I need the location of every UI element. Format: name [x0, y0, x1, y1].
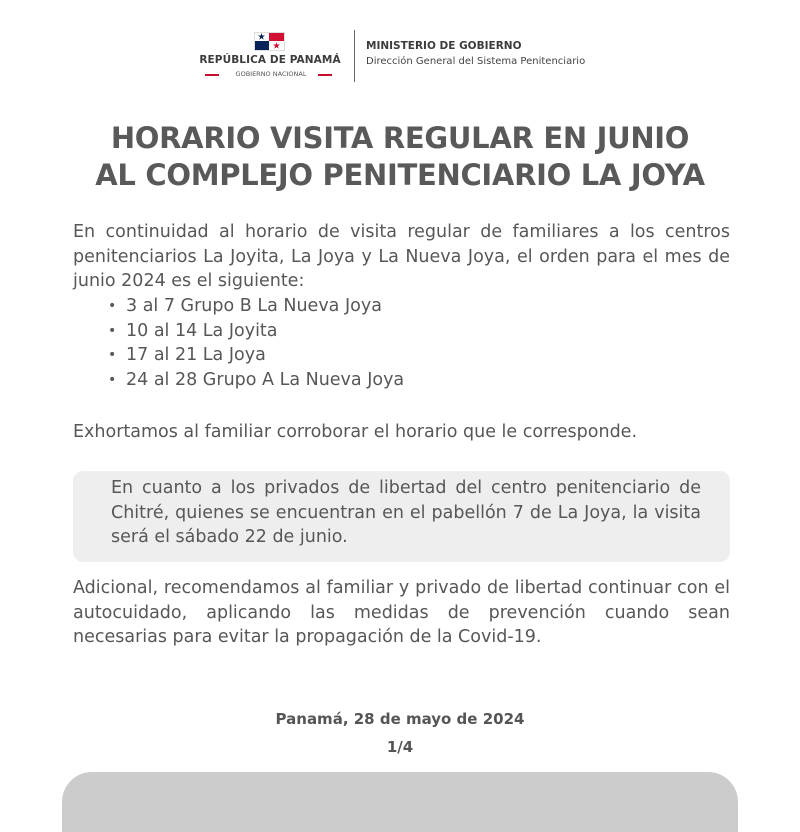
intro-paragraph: En continuidad al horario de visita regular de familiares a los centros penitenciarios La Joyita, La Joya y La Nueva Joya, el orden para el mes de junio 2024 es el siguiente: [73, 222, 730, 291]
list-item: • 24 al 28 Grupo A La Nueva Joya [108, 368, 404, 393]
footer-bar [62, 772, 738, 832]
date-label: Panamá, 28 de mayo de 2024 [275, 710, 525, 728]
republic-label: REPÚBLICA DE PANAMÁ [199, 54, 341, 66]
divider-right [318, 74, 332, 76]
ministry-label: MINISTERIO DE GOBIERNO [366, 40, 522, 52]
list-item: • 3 al 7 Grupo B La Nueva Joya [108, 294, 404, 319]
title-line-1: HORARIO VISITA REGULAR EN JUNIO [110, 121, 690, 155]
header-separator [354, 30, 355, 82]
page-number: 1/4 [386, 738, 414, 756]
header [0, 30, 800, 82]
directorate-label: Dirección General del Sistema Penitenciario [366, 56, 586, 67]
highlight-text: En cuanto a los privados de libertad del centro penitenciario de Chitré, quienes se encuentran en el pabellón 7 de La Joya, la visita será el sábado 22 de junio. [111, 478, 701, 547]
list-item: • 10 al 14 La Joyita [108, 319, 404, 344]
title-line-2: AL COMPLEJO PENITENCIARIO LA JOYA [95, 158, 705, 192]
exhort-paragraph: Exhortamos al familiar corroborar el horario que le corresponde. [73, 422, 638, 442]
highlight-box [73, 471, 730, 562]
government-label: GOBIERNO NACIONAL [235, 70, 307, 78]
additional-paragraph: Adicional, recomendamos al familiar y privado de libertad continuar con el autocuidado, aplicando las medidas de prevención cuando sean necesarias para evitar la propagación de la Covid-19. [73, 578, 730, 647]
schedule-list [108, 294, 404, 392]
panama-flag-icon [254, 32, 284, 50]
list-item: • 17 al 21 La Joya [108, 343, 404, 368]
page-title [0, 120, 800, 194]
